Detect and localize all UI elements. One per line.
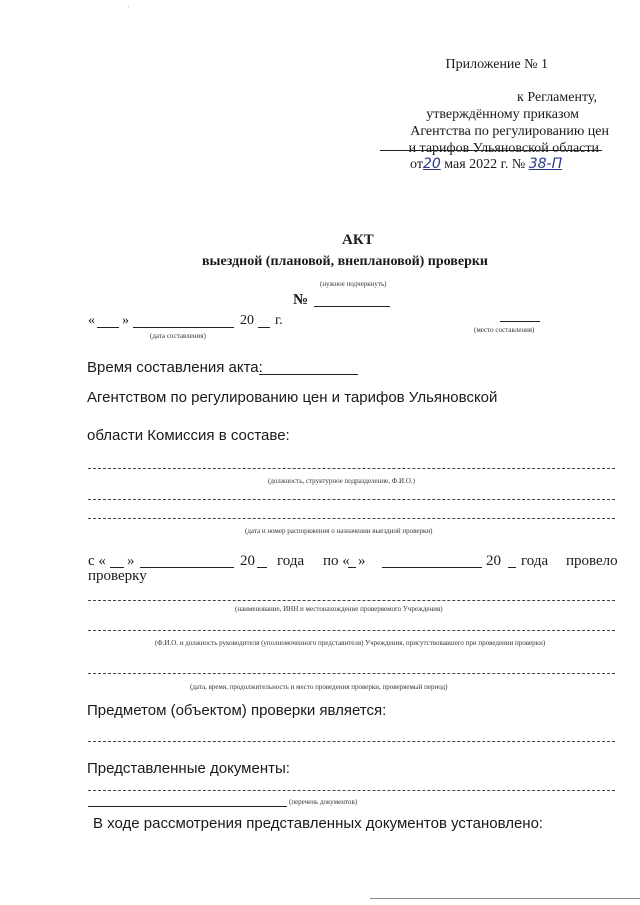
documents-hint: (перечень документов) [289,798,358,806]
date-year-field[interactable] [258,327,270,328]
subject-label: Предметом (объектом) проверки является: [87,702,387,719]
period-details-line[interactable] [88,673,615,674]
documents-line-1[interactable] [88,790,615,791]
act-number-label: № [293,292,309,308]
date-close-quote: » [122,313,129,328]
appendix-underline [380,150,602,151]
date-year-suffix: г. [275,313,283,328]
period-word-year1: года [277,553,305,569]
act-subtitle: выездной (плановой, внеплановой) проверки [202,254,488,269]
date-day-handwritten: 20 [422,156,441,172]
period-to: по « [323,553,350,569]
place-field[interactable] [500,321,540,322]
agency-line-1: Агентством по регулированию цен и тарифов Ульяновской [87,389,498,406]
period-from: с « [88,553,106,569]
date-month-field[interactable] [133,327,234,328]
scan-mark: ' [128,6,130,12]
appendix-block [408,89,609,157]
appendix-line-4: и тарифов Ульяновской области [408,141,599,156]
agency-line-2: области Комиссия в составе: [87,427,290,444]
order-line[interactable] [88,518,615,519]
period-conducted: провело [566,553,618,569]
period-year1: 20 [240,553,255,569]
date-hint: (дата составления) [150,332,206,340]
act-title: АКТ [342,232,374,248]
order-number-handwritten: 38-П [528,156,563,172]
commission-hint: (должность, структурное подразделение, Ф.И.О.) [268,477,415,485]
appendix-title: Приложение № 1 [445,57,548,72]
appendix-line-2: утверждённому приказом [426,107,579,122]
act-number-field[interactable] [314,306,390,307]
date-day-field[interactable] [97,327,119,328]
act-subtitle-hint: (нужное подчеркнуть) [320,280,387,288]
date-open-quote: « [88,313,95,328]
place-hint: (место составления) [474,326,535,334]
documents-label: Представленные документы: [87,760,290,777]
appendix-line-3: Агентства по регулированию цен [410,124,609,139]
period-check: проверку [88,568,147,584]
time-label: Время составления акта: [87,359,263,376]
institution-hint: (наименование, ИНН и местонахождение проверяемого Учреждения) [235,605,443,613]
findings-label: В ходе рассмотрения представленных документов установлено: [93,815,544,832]
commission-line-1[interactable] [88,468,615,469]
commission-line-2[interactable] [88,499,615,500]
appendix-date-line [410,156,562,173]
representative-hint-text: (Ф.И.О. и должность руководителя (уполномоченного представителя) Учреждения, присутствовавшего при проведении проверки) [154,639,546,647]
time-field[interactable] [259,374,358,375]
period-hint: (дата, время, продолжительность и место проведения проверки, проверяемый период) [190,683,448,691]
documents-line-2[interactable] [88,806,287,807]
order-hint: (дата и номер распоряжения о назначении выездной проверки) [245,527,433,535]
date-rest: мая 2022 г. № [444,157,526,172]
page-bottom-line [370,898,640,899]
period-year1-field[interactable] [257,567,267,568]
period-to-day-field[interactable] [348,567,356,568]
period-from-month-field[interactable] [140,567,234,568]
period-to-month-field[interactable] [382,567,482,568]
institution-line[interactable] [88,600,615,601]
representative-hint [140,638,560,649]
period-from-close: » [127,553,135,569]
date-year-label: 20 [240,313,254,328]
representative-line[interactable] [88,630,615,631]
period-to-close: » [358,553,366,569]
period-word-year2: года [521,553,549,569]
period-year2: 20 [486,553,501,569]
date-prefix: от [410,157,423,172]
period-year2-field[interactable] [508,567,516,568]
subject-line[interactable] [88,741,615,742]
appendix-line-1: к Регламенту, [517,90,597,105]
